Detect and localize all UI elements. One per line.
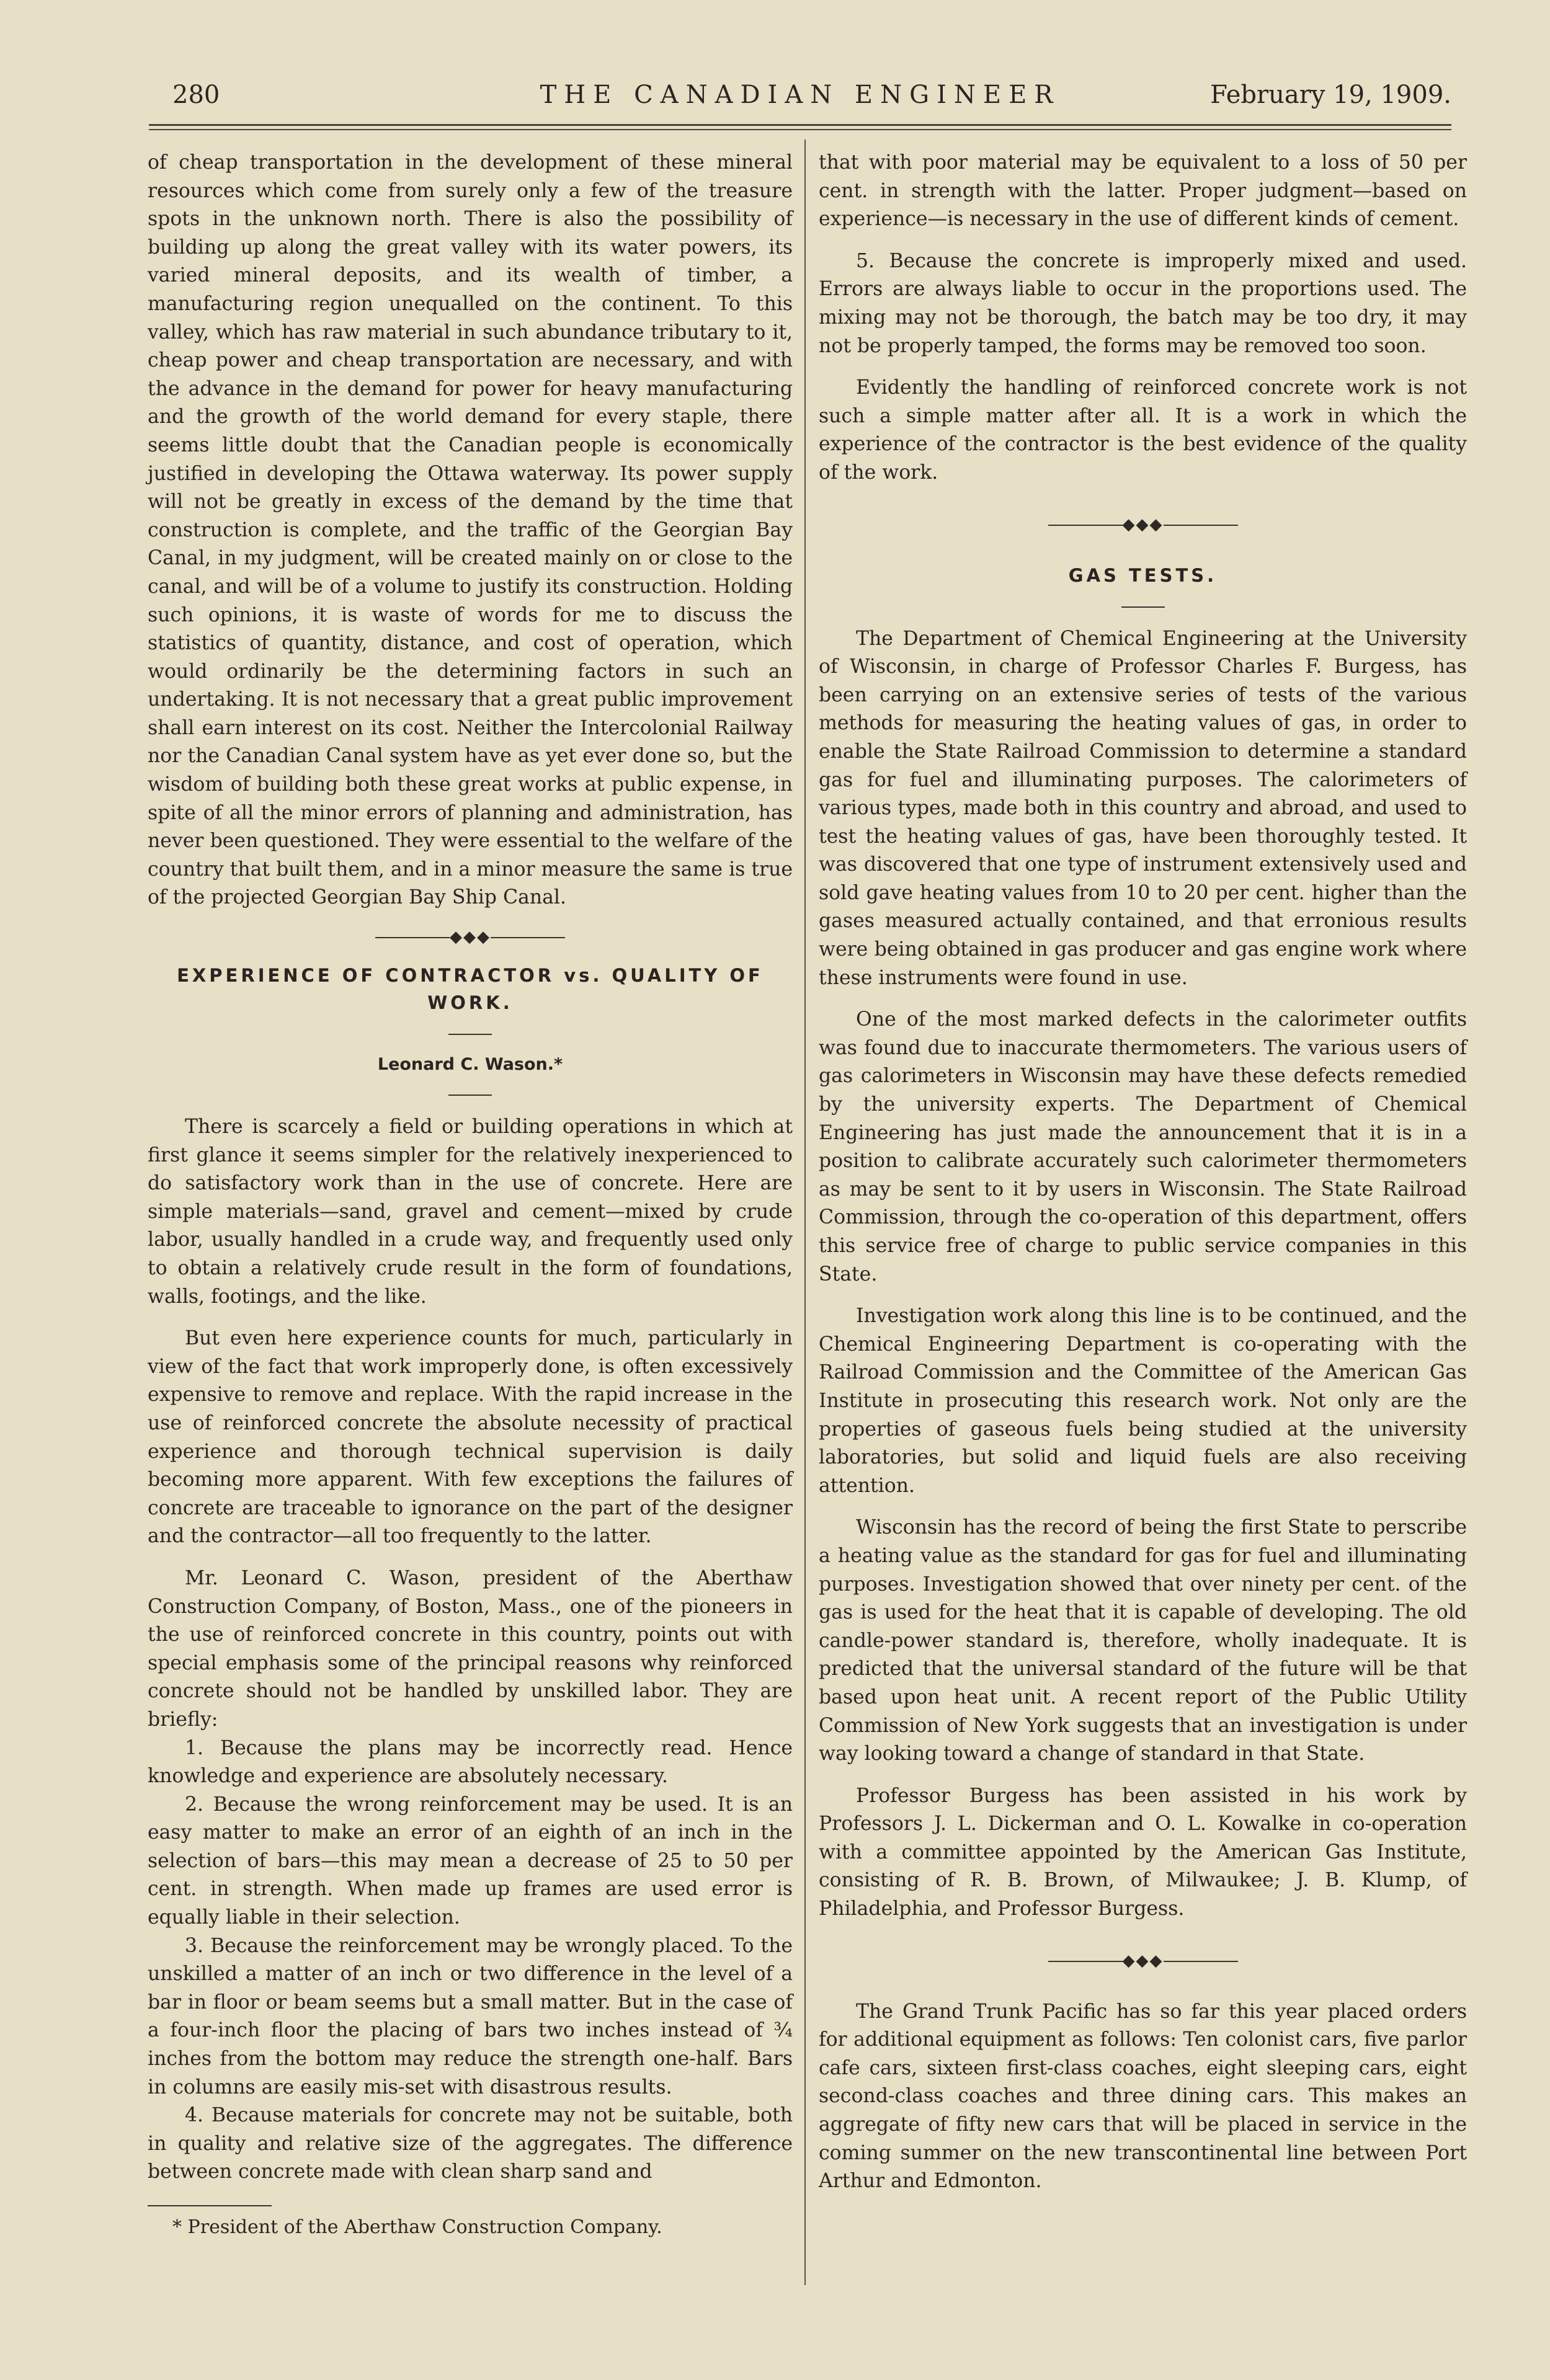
gas-paragraph: Professor Burgess has been assisted in his work by Professors J. L. Dickerman and O. L. Kowalke in co-operation with a committee appointed by the American Gas Institute, consisting of R. B. Brown, of Milwaukee; J. B. Klump, of Philadelphia, and Professor Burgess. [819, 1784, 1467, 1920]
article-title: EXPERIENCE OF CONTRACTOR vs. QUALITY OF WORK. [177, 965, 764, 1014]
article-paragraph: But even here experience counts for much, particularly in view of the fact that work improperly done, is often excessively expensive to remove and replace. With the rapid increase in the use of reinforced concrete the absolute necessity of practical experience and thorough technical supervision is daily becoming more apparent. With few exceptions the failures of concrete are traceable to ignorance on the part of the designer and the contractor—all too frequently to the latter. [148, 1327, 793, 1548]
title-rule [1121, 606, 1165, 608]
left-column [148, 149, 793, 2240]
gas-paragraph: The Department of Chemical Engineering at the University of Wisconsin, in charge of Professor Charles F. Burgess, has been carrying on an extensive series of tests of the various methods for measuring the heating values of gas, in order to enable the State Railroad Commission to determine a standard gas for fuel and illuminating purposes. The calorimeters of various types, made both in this country and abroad, and used to test the heating values of gas, have been thoroughly tested. It was discovered that one type of instrument extensively used and sold gave heating values from 10 to 20 per cent. higher than the gases measured actually contained, and that erronious results were being obtained in gas producer and gas engine work where these instruments were found in use. [819, 627, 1467, 989]
gas-paragraph: One of the most marked defects in the calorimeter outfits was found due to inaccurate thermometers. The various users of gas calorimeters in Wisconsin may have these defects remedied by the university experts. The Department of Chemical Engineering has just made the announcement that it is in a position to calibrate accurately such calorimeter thermometers as may be sent to it by users in Wisconsin. The State Railroad Commission, through the co-operation of this department, offers this service free of charge to public service companies in this State. [819, 1008, 1467, 1285]
gas-paragraph: Wisconsin has the record of being the first State to perscribe a heating value as the standard for gas for fuel and illuminating purposes. Investigation showed that over ninety per cent. of the gas is used for the heat that it is capable of developing. The old candle-power standard is, therefore, wholly inadequate. It is predicted that the universal standard of the future will be that based upon heat unit. A recent report of the Public Utility Commission of New York suggests that an investigation is under way looking toward a change of standard in that State. [819, 1516, 1467, 1765]
issue-date: February 19, 1909. [1210, 81, 1451, 109]
reason-item: 3. Because the reinforcement may be wrongly placed. To the unskilled a matter of an inch or two difference in the level of a bar in floor or beam seems but a small matter. But in the case of a four-inch floor the placing of bars two inches instead of ¾ inches from the bottom may reduce the strength one-half. Bars in columns are easily mis-set with disastrous results. [148, 1934, 793, 2098]
article-byline: Leonard C. Wason.* [377, 1055, 563, 1075]
title-rule [448, 1034, 492, 1035]
footnote: * President of the Aberthaw Construction Company. [172, 2216, 662, 2238]
section-ornament: ◆◆◆ [819, 512, 1467, 537]
footnote-rule [148, 2205, 272, 2206]
column-divider [804, 140, 806, 2285]
article-conclusion: Evidently the handling of reinforced concrete work is not such a simple matter after all. It is a work in which the experience of the contractor is the best evidence of the quality of the work. [819, 376, 1467, 484]
article-paragraph: Mr. Leonard C. Wason, president of the Aberthaw Construction Company, of Boston, Mass., one of the pioneers in the use of reinforced concrete in this country, points out with special emphasis some of the principal reasons why reinforced concrete should not be handled by unskilled labor. They are briefly: [148, 1566, 793, 1731]
grand-trunk-paragraph: The Grand Trunk Pacific has so far this year placed orders for additional equipment as follows: Ten colonist cars, five parlor cafe cars, sixteen first-class coaches, eight sleeping cars, eight second-class coaches and three dining cars. This makes an aggregate of fifty new cars that will be placed in service in the coming summer on the new transcontinental line between Port Arthur and Edmonton. [819, 2000, 1467, 2193]
gas-paragraph: Investigation work along this line is to be continued, and the Chemical Engineering Department is co-operating with the Railroad Commission and the Committee of the American Gas Institute in prosecuting this research work. Not only are the properties of gaseous fuels being studied at the university laboratories, but solid and liquid fuels are also receiving attention. [819, 1305, 1467, 1497]
byline-rule [448, 1095, 492, 1096]
ottawa-waterway-paragraph: of cheap transportation in the development of these mineral resources which come from surely only a few of the treasure spots in the unknown north. There is also the possibility of building up along the great valley with its water powers, its varied mineral deposits, and its wealth of timber, a manufacturing region unequalled on the continent. To this valley, which has raw material in such abundance tributary to it, cheap power and cheap transportation are necessary, and with the advance in the demand for power for heavy manufacturing and the growth of the world demand for every staple, there seems little doubt that the Canadian people is economically justified in developing the Ottawa waterway. Its power supply will not be greatly in excess of the demand by the time that construction is complete, and the traffic of the Georgian Bay Canal, in my judgment, will be created mainly on or close to the canal, and will be of a volume to justify its construction. Holding such opinions, it is waste of words for me to discuss the statistics of quantity, distance, and cost of operation, which would ordinarily be the determining factors in such an undertaking. It is not necessary that a great public improvement shall earn interest on its cost. Neither the Intercolonial Railway nor the Canadian Canal system have as yet ever done so, but the wisdom of building both these great works at public expense, in spite of all the minor errors of planning and administration, has never been questioned. They were essential to the welfare of the country that built them, and in a minor measure the same is true of the projected Georgian Bay Ship Canal. [148, 151, 793, 909]
section-ornament: ◆◆◆ [819, 1948, 1467, 1973]
article-paragraph: There is scarcely a field or building operations in which at first glance it seems simpler for the relatively inexperienced to do satisfactory work than in the use of concrete. Here are simple materials—sand, gravel and cement—mixed by crude labor, usually handled in a crude way, and frequently used only to obtain a relatively crude result in the form of foundations, walls, footings, and the like. [148, 1116, 793, 1308]
gas-tests-title: GAS TESTS. [1068, 564, 1218, 586]
reason-item: 4. Because materials for concrete may not be suitable, both in quality and relative size of the aggregates. The difference between concrete made with clean sharp sand and [148, 2104, 793, 2183]
page-number: 280 [172, 81, 220, 109]
section-ornament: ◆◆◆ [148, 925, 793, 949]
right-column [819, 149, 1467, 2196]
header-rule [149, 124, 1451, 126]
article-continuation: that with poor material may be equivalent to a loss of 50 per cent. in strength with the latter. Proper judgment—based on experience—is necessary in the use of different kinds of cement. [819, 151, 1467, 231]
header-rule-thin [149, 129, 1451, 130]
reason-item: 2. Because the wrong reinforcement may be used. It is an easy matter to make an error of an eighth of an inch in the selection of bars—this may mean a decrease of 25 to 50 per cent. in strength. When made up frames are used error is equally liable in their selection. [148, 1793, 793, 1929]
reason-item: 1. Because the plans may be incorrectly read. Hence knowledge and experience are absolutely necessary. [148, 1736, 793, 1788]
reason-item: 5. Because the concrete is improperly mixed and used. Errors are always liable to occur in the proportions used. The mixing may not be thorough, the batch may be too dry, it may not be properly tamped, the forms may be removed too soon. [819, 249, 1467, 357]
page-header [149, 81, 1451, 118]
journal-title: THE CANADIAN ENGINEER [540, 81, 1061, 109]
